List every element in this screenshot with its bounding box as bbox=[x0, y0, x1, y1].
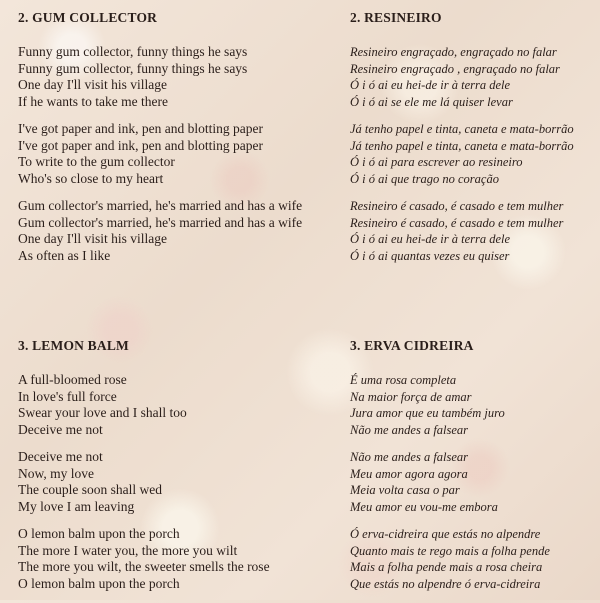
stanza bbox=[18, 121, 302, 187]
lyric-line: Gum collector's married, he's married and has a wife bbox=[18, 214, 303, 230]
lyric-line: Resineiro é casado, é casado e tem mulher bbox=[350, 215, 564, 230]
stanza bbox=[350, 198, 574, 264]
lyric-line: Deceive me not bbox=[18, 421, 103, 437]
lyric-line: The more you wilt, the sweeter smells the rose bbox=[18, 559, 270, 574]
lyric-line: Não me andes a falsear bbox=[350, 450, 469, 464]
lyric-line: Já tenho papel e tinta, caneta e mata-borrão bbox=[350, 122, 574, 136]
lyric-line: In love's full force bbox=[18, 388, 117, 404]
lyric-line: I've got paper and ink, pen and blotting paper bbox=[18, 121, 263, 136]
lyric-line: To write to the gum collector bbox=[18, 154, 175, 169]
song-title: 2. GUM COLLECTOR bbox=[18, 10, 158, 25]
lyric-line: Ó i ó ai quantas vezes eu quiser bbox=[350, 248, 510, 263]
lyric-line: Who's so close to my heart bbox=[18, 170, 164, 186]
song-title: 3. LEMON BALM bbox=[18, 338, 129, 353]
stanza bbox=[18, 44, 302, 110]
lyric-line: Ó i ó ai eu hei-de ir à terra dele bbox=[350, 232, 511, 246]
stanza bbox=[350, 44, 574, 110]
lyric-line: Na maior força de amar bbox=[350, 389, 472, 404]
stanza bbox=[18, 372, 270, 438]
lyric-line: Meu amor agora agora bbox=[350, 466, 468, 481]
song-title: 3. ERVA CIDREIRA bbox=[350, 338, 474, 353]
lyric-line: Jura amor que eu também juro bbox=[350, 406, 505, 420]
song-gum-collector bbox=[18, 10, 302, 275]
lyric-line: Que estás no alpendre ó erva-cidreira bbox=[350, 576, 541, 591]
lyric-line: The couple soon shall wed bbox=[18, 482, 162, 497]
song-lemon-balm bbox=[18, 338, 270, 603]
lyric-line: One day I'll visit his village bbox=[18, 77, 168, 92]
song-title: 2. RESINEIRO bbox=[350, 10, 442, 25]
stanza bbox=[18, 526, 270, 592]
lyric-line: The more I water you, the more you wilt bbox=[18, 542, 238, 558]
stanza bbox=[18, 198, 302, 264]
lyric-line: Resineiro é casado, é casado e tem mulher bbox=[350, 199, 564, 213]
lyric-line: Ó erva-cidreira que estás no alpendre bbox=[350, 527, 541, 541]
lyric-line: Não me andes a falsear bbox=[350, 422, 469, 437]
song-resineiro bbox=[350, 10, 574, 275]
stanza bbox=[350, 526, 550, 592]
lyric-line: Meia volta casa o par bbox=[350, 483, 460, 497]
lyric-line: Ó i ó ai para escrever ao resineiro bbox=[350, 155, 523, 169]
lyric-line: Ó i ó ai eu hei-de ir à terra dele bbox=[350, 78, 511, 92]
lyric-line: As often as I like bbox=[18, 247, 111, 263]
lyric-line: Ó i ó ai se ele me lá quiser levar bbox=[350, 94, 513, 109]
lyric-line: If he wants to take me there bbox=[18, 93, 168, 109]
lyric-line: I've got paper and ink, pen and blotting paper bbox=[18, 137, 263, 153]
stanza bbox=[18, 449, 270, 515]
lyric-line: Quanto mais te rego mais a folha pende bbox=[350, 543, 550, 558]
stanza bbox=[350, 121, 574, 187]
lyric-line: Meu amor eu vou-me embora bbox=[350, 499, 498, 514]
lyric-line: Swear your love and I shall too bbox=[18, 405, 187, 420]
stanza bbox=[350, 372, 550, 438]
lyric-line: Deceive me not bbox=[18, 449, 103, 464]
lyric-line: Já tenho papel e tinta, caneta e mata-borrão bbox=[350, 138, 574, 153]
lyric-line: Resineiro engraçado, engraçado no falar bbox=[350, 45, 557, 59]
stanza bbox=[350, 449, 550, 515]
lyric-line: Gum collector's married, he's married and has a wife bbox=[18, 198, 303, 213]
song-erva-cidreira bbox=[350, 338, 550, 603]
lyric-line: Mais a folha pende mais a rosa cheira bbox=[350, 560, 543, 574]
lyric-line: One day I'll visit his village bbox=[18, 231, 168, 246]
lyric-line: Funny gum collector, funny things he says bbox=[18, 44, 248, 59]
lyric-line: É uma rosa completa bbox=[350, 373, 457, 387]
lyric-line: Funny gum collector, funny things he says bbox=[18, 60, 248, 76]
lyric-line: Now, my love bbox=[18, 465, 94, 481]
lyric-line: Ó i ó ai que trago no coração bbox=[350, 171, 499, 186]
lyric-line: O lemon balm upon the porch bbox=[18, 575, 180, 591]
lyric-line: My love I am leaving bbox=[18, 498, 135, 514]
lyric-line: O lemon balm upon the porch bbox=[18, 526, 180, 541]
lyric-line: A full-bloomed rose bbox=[18, 372, 127, 387]
lyric-line: Resineiro engraçado , engraçado no falar bbox=[350, 61, 560, 76]
